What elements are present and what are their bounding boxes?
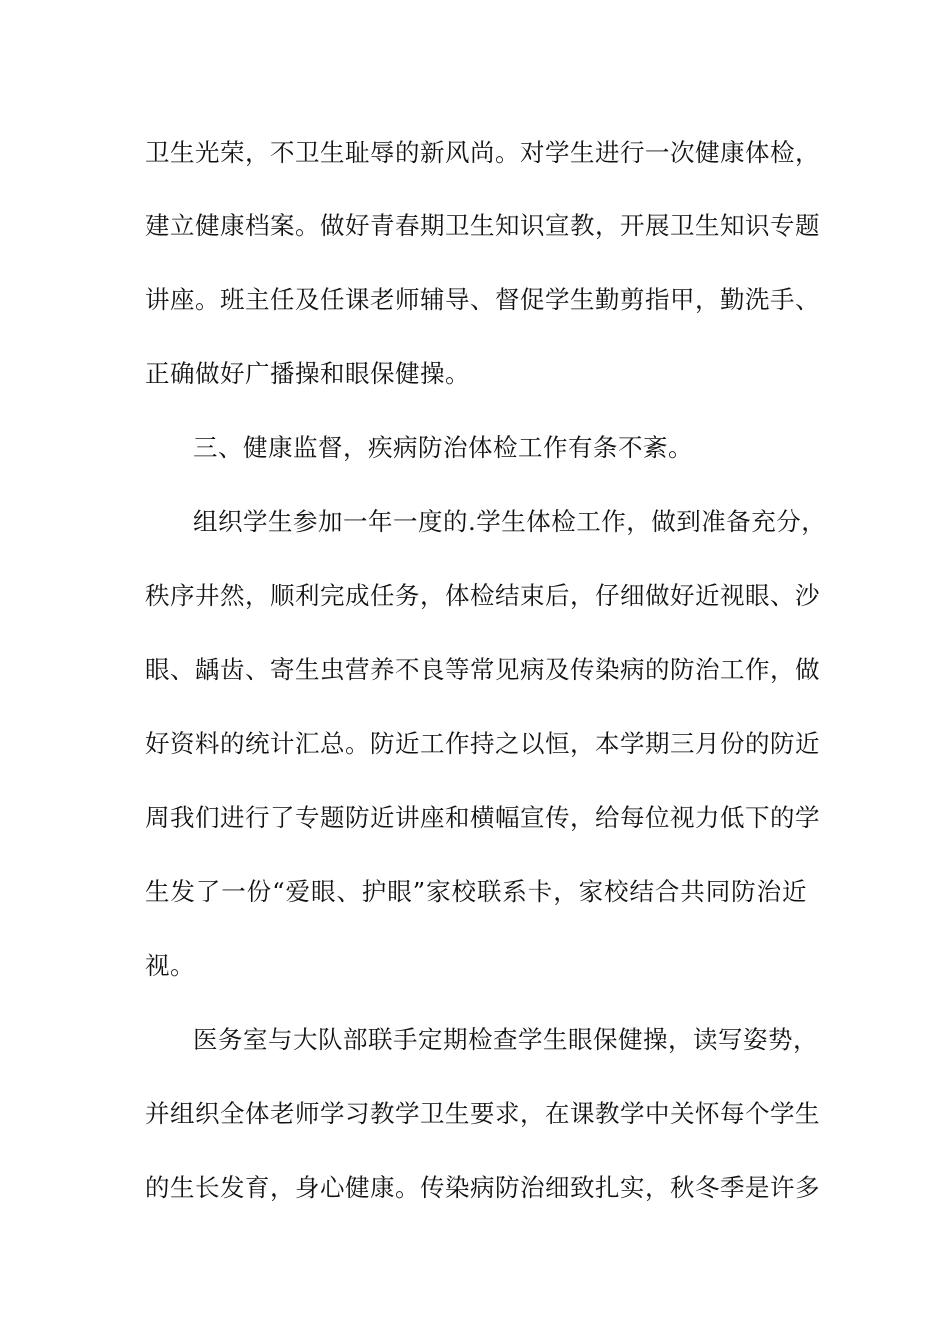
section-heading: 三、健康监督，疾病防治体检工作有条不紊。 — [193, 433, 693, 462]
text-line: 的生长发育，身心健康。传染病防治细致扎实，秋冬季是许多 — [145, 1173, 820, 1202]
text-line: 卫生光荣，不卫生耻辱的新风尚。对学生进行一次健康体检， — [145, 138, 820, 167]
text-line: 视。 — [145, 951, 195, 980]
text-line: 讲座。班主任及任课老师辅导、督促学生勤剪指甲，勤洗手、 — [145, 285, 820, 314]
text-line: 好资料的统计汇总。防近工作持之以恒，本学期三月份的防近 — [145, 729, 820, 758]
text-line: 并组织全体老师学习教学卫生要求，在课教学中关怀每个学生 — [145, 1099, 820, 1128]
text-line: 秩序井然，顺利完成任务，体检结束后，仔细做好近视眼、沙 — [145, 581, 820, 610]
text-line: 建立健康档案。做好青春期卫生知识宣教，开展卫生知识专题 — [145, 211, 820, 240]
text-line: 眼、龋齿、寄生虫营养不良等常见病及传染病的防治工作，做 — [145, 655, 820, 684]
text-line: 组织学生参加一年一度的.学生体检工作，做到准备充分， — [193, 507, 827, 536]
text-line: 医务室与大队部联手定期检查学生眼保健操，读写姿势， — [193, 1025, 818, 1054]
text-line: 正确做好广播操和眼保健操。 — [145, 359, 470, 388]
text-line: 生发了一份“爱眼、护眼”家校联系卡，家校结合共同防治近 — [145, 877, 807, 906]
text-line: 周我们进行了专题防近讲座和横幅宣传，给每位视力低下的学 — [145, 803, 820, 832]
